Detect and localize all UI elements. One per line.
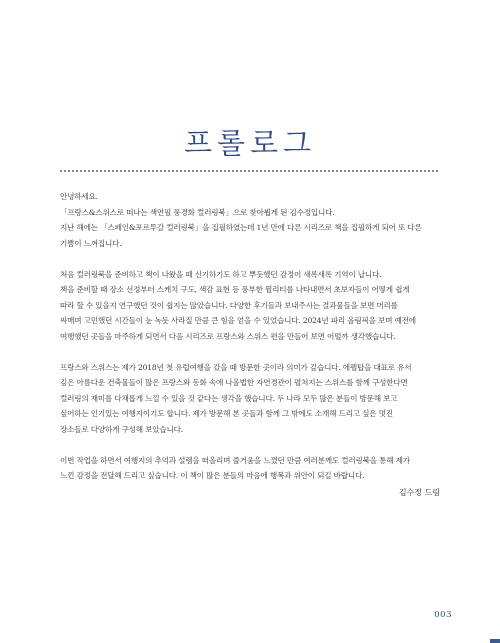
prologue-body	[60, 189, 442, 499]
paragraph-first-book	[60, 267, 442, 345]
text-line: 깊은 아름다운 건축물들이 많은 프랑스와 동화 속에 나올법한 자연경관이 펼쳐지는 스위스를 함께 구성한다면	[60, 378, 408, 387]
text-line: 이번 작업을 하면서 여행지의 추억과 설렘을 떠올리며 즐거움을 느꼈던 만큼 여러분께도 컬러링북을 통해 제가	[60, 455, 410, 465]
page-number: 003	[434, 610, 452, 620]
text-line: 지난 해에는 「스페인&포르투갈 컬러링북」을 집필하였는데 1년 만에 다른 시리즈로 책을 집필하게 되어 또 다른	[60, 223, 422, 232]
paragraph-closing	[60, 453, 442, 484]
text-line: 장소들로 다양하게 구성해 보았습니다.	[60, 424, 184, 434]
text-line: 책을 준비할 때 장소 선정부터 스케치 구도, 색감 표현 등 풍부한 뭘리티를 나타내면서 초보자들이 어떻게 쉽게	[60, 285, 410, 294]
dotted-divider	[60, 170, 438, 172]
paragraph-greeting	[60, 189, 442, 251]
corner-tab-decoration	[490, 639, 500, 643]
text-line: 기쁨이 느껴집니다.	[60, 238, 122, 248]
text-line: 처음 컬러링북을 준비하고 책이 나왔을 때 신기하기도 하고 뿌듯했던 감정이 새록새록 기억이 납니다.	[60, 269, 382, 279]
text-line: 안녕하세요.	[60, 192, 98, 201]
paragraph-france-switzerland	[60, 360, 442, 438]
page-title: 프롤로그	[183, 126, 317, 160]
text-line: 프랑스와 스위스는 제가 2018년 첫 유럽여행을 갔을 때 방문한 곳이라 의미가 깊습니다. 에펠탑을 대표로 유서	[60, 362, 412, 372]
text-line: 싸매며 고민했던 시간들이 눈 녹듯 사라질 만큼 큰 힘을 얻을 수 있었습니다. 2024년 파리 올림픽을 보며 예전에	[60, 316, 416, 325]
text-line: 컬러링의 재미를 다채롭게 느낄 수 있을 것 같다는 생각을 했습니다. 두 나라 모두 많은 분들이 방문해 보고	[60, 393, 398, 403]
text-line: 따라 할 수 있을지 연구했던 것이 쉽지는 않았습니다. 다양한 후기들과 보내주시는 결과물들을 보면 머리를	[60, 300, 398, 310]
text-line: 여행했던 곳들을 마주하게 되면서 다음 시리즈로 프랑스와 스위스 편을 만들어 보면 어떨까 생각했습니다.	[60, 331, 396, 341]
text-line: 느낀 감정을 전달해 드리고 싶습니다. 이 책이 많은 분들의 마음에 행복과 위안이 되길 바랍니다.	[60, 471, 365, 480]
author-signature: 김수정 드림	[398, 488, 440, 497]
text-line: 싶어하는 인기있는 여행지이기도 합니다. 제가 방문해 본 곳들과 함께 그 밖에도 소개해 드리고 싶은 멋진	[60, 409, 393, 418]
text-line: 「프랑스&스위스로 떠나는 색연필 풍경화 컬러링북」으로 찾아뵙게 된 김수정입니다.	[60, 207, 335, 217]
